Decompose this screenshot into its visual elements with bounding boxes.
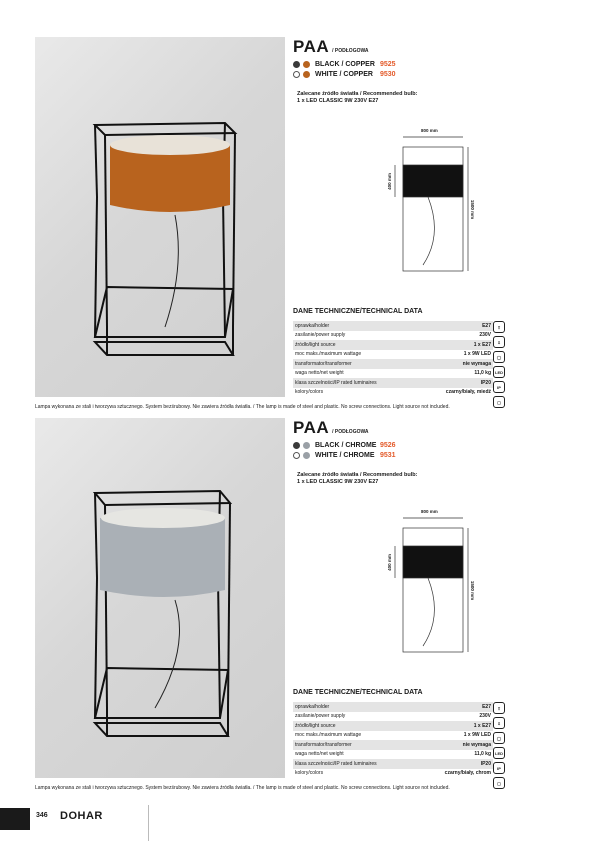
white-color-icon — [293, 71, 300, 78]
height-dimension: 1500 mm — [470, 199, 476, 220]
tech-value: 1 x E27 — [473, 341, 491, 348]
chrome-color-icon — [303, 442, 310, 449]
tech-row — [293, 331, 493, 341]
bulb-icon: ◯ — [493, 732, 505, 744]
tech-value: 11,0 kg — [474, 751, 491, 758]
tech-label: oprawka/holder — [295, 703, 330, 710]
tech-value: czarny/biały, chrom — [444, 770, 491, 777]
footer-divider — [148, 805, 149, 841]
tech-label: moc maks./maximum wattage — [295, 351, 362, 358]
tech-row — [293, 769, 493, 779]
tech-label: źródło/light source — [295, 341, 336, 348]
tech-label: zasilanie/power supply — [295, 713, 346, 720]
tech-label: oprawka/holder — [295, 322, 330, 329]
tech-label: zasilanie/power supply — [295, 332, 346, 339]
variant-name: WHITE / COPPER — [315, 70, 373, 78]
product-title-row — [293, 37, 369, 57]
tech-value: 1 x E27 — [473, 722, 491, 729]
class-icon: ▢ — [493, 777, 505, 789]
tech-row — [293, 721, 493, 731]
shade-dimension: 400 mm — [386, 554, 392, 571]
tech-value: E27 — [482, 322, 491, 329]
tech-row — [293, 388, 493, 398]
arrow-down-icon: ⇩ — [493, 336, 505, 348]
tech-value: nie wymaga — [462, 360, 491, 367]
spec-icons — [493, 702, 507, 792]
copper-color-icon — [303, 71, 310, 78]
recommended-bulb — [297, 472, 417, 486]
tech-label: transformator/transformer — [295, 741, 352, 748]
variants-list — [293, 59, 396, 79]
variant-code: 9531 — [380, 451, 396, 459]
tech-value: IP20 — [480, 760, 491, 767]
arrow-up-icon: ⇧ — [493, 702, 505, 714]
tech-row — [293, 378, 493, 388]
variant-code: 9530 — [380, 70, 396, 78]
chrome-color-icon — [303, 452, 310, 459]
variant-black-copper — [293, 59, 396, 69]
tech-label: transformator/transformer — [295, 360, 352, 367]
product-title: PAA — [293, 418, 330, 437]
variant-code: 9525 — [380, 60, 396, 68]
product-photo — [35, 418, 285, 778]
arrow-down-icon: ⇩ — [493, 717, 505, 729]
tech-title: DANE TECHNICZNE/TECHNICAL DATA — [293, 308, 423, 315]
product-note: Lampa wykonana ze stali i tworzywa sztucznego. System bezśrubowy. Nie zawiera źródła światła. / The lamp is made of steel and plastic. No screw connections. Light source not included. — [35, 404, 450, 410]
tech-value: nie wymaga — [462, 741, 491, 748]
bulb-label: Zalecane źródło światła / Recommended bulb: — [297, 91, 418, 97]
brand-logo: DOHAR — [60, 810, 103, 822]
tech-row — [293, 359, 493, 369]
height-dimension: 1500 mm — [470, 580, 476, 601]
tech-label: kolory/colors — [295, 770, 324, 777]
tech-value: 11,0 kg — [474, 370, 491, 377]
footer-bar — [0, 808, 30, 830]
product-title-row — [293, 418, 369, 438]
led-icon: LED — [493, 366, 505, 378]
product-photo — [35, 37, 285, 397]
tech-value: czarny/biały, miedź — [445, 389, 491, 396]
tech-table — [293, 702, 493, 778]
tech-label: waga netto/net weight — [295, 370, 344, 377]
product-subtype: / PODŁOGOWA — [332, 429, 369, 435]
variant-name: BLACK / CHROME — [315, 441, 377, 449]
tech-value: 230V — [479, 332, 491, 339]
tech-row — [293, 731, 493, 741]
spec-icons — [493, 321, 507, 411]
variants-list — [293, 440, 396, 460]
tech-label: moc maks./maximum wattage — [295, 732, 362, 739]
variant-white-chrome — [293, 450, 396, 460]
dimension-diagram — [383, 506, 513, 656]
tech-label: źródło/light source — [295, 722, 336, 729]
tech-row — [293, 740, 493, 750]
tech-row — [293, 321, 493, 331]
page-number: 346 — [36, 812, 48, 819]
product-subtype: / PODŁOGOWA — [332, 48, 369, 54]
shade-dimension: 400 mm — [386, 173, 392, 190]
tech-row — [293, 702, 493, 712]
width-dimension: 800 mm — [421, 128, 438, 133]
tech-label: waga netto/net weight — [295, 751, 344, 758]
width-dimension: 800 mm — [421, 509, 438, 514]
black-color-icon — [293, 442, 300, 449]
copper-color-icon — [303, 61, 310, 68]
tech-label: klasa szczelności/IP rated luminaires — [295, 379, 377, 386]
variant-name: BLACK / COPPER — [315, 60, 375, 68]
tech-label: klasa szczelności/IP rated luminaires — [295, 760, 377, 767]
tech-value: 1 x 9W LED — [463, 732, 491, 739]
variant-white-copper — [293, 69, 396, 79]
bulb-icon: ◯ — [493, 351, 505, 363]
tech-row — [293, 340, 493, 350]
variant-black-chrome — [293, 440, 396, 450]
tech-row — [293, 750, 493, 760]
tech-value: 230V — [479, 713, 491, 720]
tech-title: DANE TECHNICZNE/TECHNICAL DATA — [293, 689, 423, 696]
white-color-icon — [293, 452, 300, 459]
tech-row — [293, 350, 493, 360]
tech-label: kolory/colors — [295, 389, 324, 396]
arrow-up-icon: ⇧ — [493, 321, 505, 333]
recommended-bulb — [297, 91, 417, 105]
bulb-label: Zalecane źródło światła / Recommended bulb: — [297, 472, 418, 478]
bulb-value: 1 x LED CLASSIC 9W 230V E27 — [297, 479, 379, 485]
tech-row — [293, 759, 493, 769]
dimension-diagram — [383, 125, 513, 275]
tech-value: 1 x 9W LED — [463, 351, 491, 358]
variant-name: WHITE / CHROME — [315, 451, 375, 459]
tech-table — [293, 321, 493, 397]
tech-row — [293, 712, 493, 722]
bulb-value: 1 x LED CLASSIC 9W 230V E27 — [297, 98, 379, 104]
class-icon: ▢ — [493, 396, 505, 408]
led-icon: LED — [493, 747, 505, 759]
product-note: Lampa wykonana ze stali i tworzywa sztucznego. System bezśrubowy. Nie zawiera źródła światła. / The lamp is made of steel and plastic. No screw connections. Light source not included. — [35, 785, 450, 791]
black-color-icon — [293, 61, 300, 68]
ip-icon: IP — [493, 762, 505, 774]
variant-code: 9526 — [380, 441, 396, 449]
product-title: PAA — [293, 37, 330, 56]
ip-icon: IP — [493, 381, 505, 393]
tech-row — [293, 369, 493, 379]
tech-value: E27 — [482, 703, 491, 710]
tech-value: IP20 — [480, 379, 491, 386]
